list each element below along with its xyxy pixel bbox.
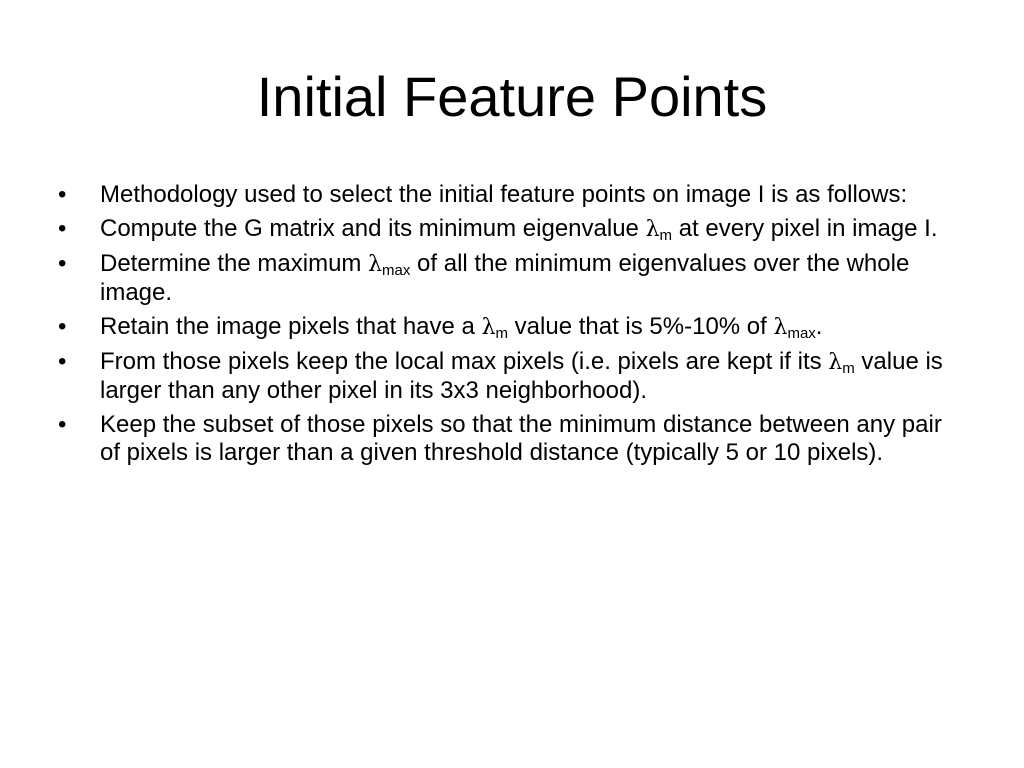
- lambda-symbol: λ: [481, 315, 496, 340]
- lambda-subscript: m: [659, 227, 673, 244]
- bullet-text-pre: Retain the image pixels that have a: [100, 313, 482, 340]
- bullet-text-mid: value that is 5%-10% of: [508, 313, 774, 340]
- lambda-subscript: m: [842, 360, 855, 377]
- bullet-dot: •: [58, 348, 67, 375]
- bullet-text-pre: Compute the G matrix and its minimum eigenvalue: [100, 215, 646, 242]
- bullet-text-post: of all the minimum eigenvalues over the whole image.: [100, 250, 910, 306]
- bullet-text: Methodology used to select the initial feature points on image I is as follows:: [100, 181, 908, 208]
- bullet-item-compute-g-matrix: [58, 215, 968, 244]
- bullet-list: [58, 181, 968, 473]
- bullet-dot: •: [58, 313, 67, 340]
- slide-title: Initial Feature Points: [256, 65, 768, 128]
- lambda-subscript: max: [787, 325, 816, 342]
- bullet-text-post: value is larger than any other pixel in its 3x3 neighborhood).: [100, 348, 943, 404]
- lambda-symbol: λ: [645, 217, 660, 242]
- bullet-text-post: .: [815, 313, 823, 340]
- bullet-text-post: at every pixel in image I.: [672, 215, 938, 242]
- bullet-item-determine-maximum: [58, 250, 968, 307]
- bullet-item-retain-pixels: [58, 313, 968, 342]
- lambda-symbol: λ: [828, 350, 843, 375]
- lambda-symbol: λ: [368, 252, 383, 277]
- bullet-text: Keep the subset of those pixels so that the minimum distance between any pair of pixels is larger than a given threshold distance (typically 5 or 10 pixels).: [100, 411, 942, 466]
- bullet-item-local-max: [58, 348, 968, 405]
- bullet-text-pre: From those pixels keep the local max pixels (i.e. pixels are kept if its: [100, 348, 829, 375]
- bullet-item-methodology: [58, 181, 968, 209]
- lambda-symbol: λ: [773, 315, 788, 340]
- lambda-subscript: m: [495, 325, 509, 342]
- bullet-item-keep-subset: [58, 411, 968, 467]
- bullet-dot: •: [58, 250, 67, 277]
- bullet-dot: •: [58, 215, 67, 242]
- lambda-subscript: max: [382, 262, 411, 279]
- bullet-text-pre: Determine the maximum: [100, 250, 369, 277]
- bullet-dot: •: [58, 181, 67, 208]
- bullet-dot: •: [58, 411, 67, 438]
